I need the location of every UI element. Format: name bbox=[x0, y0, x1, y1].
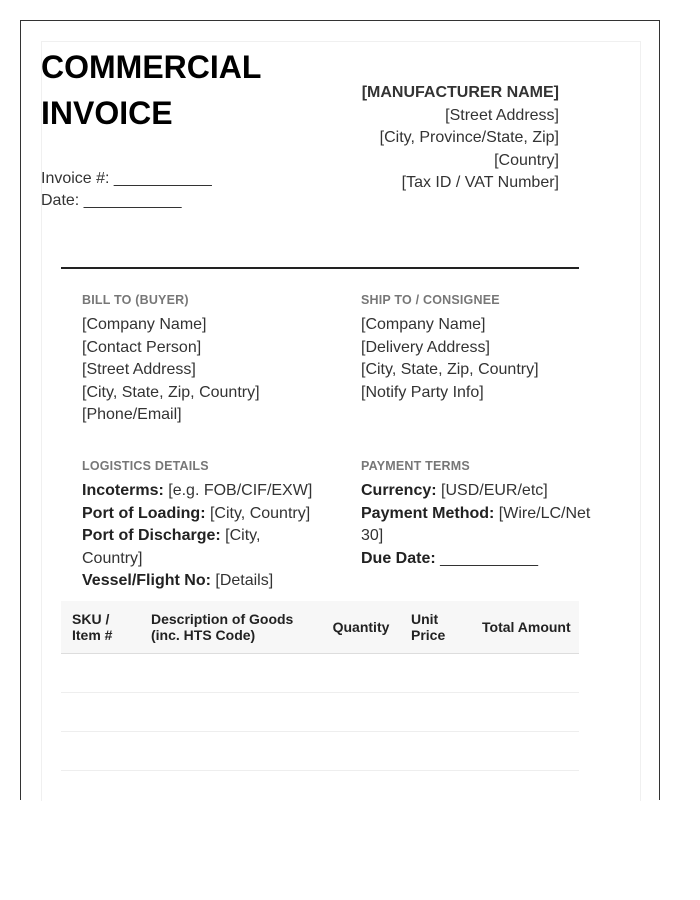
invoice-date: Date: ___________ bbox=[41, 192, 182, 209]
bill-to-section bbox=[82, 292, 322, 427]
currency-value: [USD/EUR/etc] bbox=[441, 482, 548, 499]
table-row bbox=[61, 654, 579, 693]
logistics-lines bbox=[82, 480, 322, 593]
currency-label: Currency: bbox=[361, 482, 437, 499]
port-of-loading-value: [City, Country] bbox=[209, 504, 311, 522]
ship-to-lines bbox=[361, 314, 601, 404]
bill-to-title: BILL TO (BUYER) bbox=[82, 293, 189, 307]
due-date-value: ___________ bbox=[440, 549, 539, 567]
invoice-header bbox=[41, 44, 559, 228]
bill-to-line: [City, State, Zip, Country] bbox=[82, 383, 260, 401]
manufacturer-street: [Street Address] bbox=[445, 106, 559, 124]
bill-to-lines bbox=[82, 314, 322, 427]
manufacturer-country: [Country] bbox=[494, 151, 559, 169]
ship-to-line: [Notify Party Info] bbox=[361, 383, 484, 401]
payment-section bbox=[361, 458, 601, 570]
port-of-discharge-row bbox=[82, 525, 322, 570]
items-table-wrap bbox=[61, 601, 579, 771]
table-cell[interactable] bbox=[471, 732, 579, 771]
ship-to-section bbox=[361, 292, 601, 404]
col-header-total-amount: Total Amount bbox=[471, 601, 579, 654]
invoice-title: COMMERCIAL INVOICE bbox=[41, 49, 261, 131]
table-cell[interactable] bbox=[400, 732, 471, 771]
table-cell[interactable] bbox=[61, 654, 140, 693]
table-cell[interactable] bbox=[471, 654, 579, 693]
incoterms-label: Incoterms: bbox=[82, 482, 164, 499]
payment-title: PAYMENT TERMS bbox=[361, 459, 470, 473]
logistics-section bbox=[82, 458, 322, 593]
port-of-loading-row bbox=[82, 503, 322, 526]
col-header-description: Description of Goods (inc. HTS Code) bbox=[140, 601, 319, 654]
ship-to-line: [Company Name] bbox=[361, 316, 486, 333]
incoterms-value: [e.g. FOB/CIF/EXW] bbox=[168, 482, 313, 499]
table-cell[interactable] bbox=[319, 654, 400, 693]
table-cell[interactable] bbox=[140, 732, 319, 771]
vessel-flight-value: [Details] bbox=[215, 572, 274, 589]
col-header-sku: SKU / Item # bbox=[61, 601, 140, 654]
payment-lines bbox=[361, 480, 601, 570]
vessel-flight-label: Vessel/Flight No: bbox=[82, 572, 211, 589]
ship-to-line: [City, State, Zip, Country] bbox=[361, 361, 539, 378]
table-cell[interactable] bbox=[140, 654, 319, 693]
payment-method-label: Payment Method: bbox=[361, 504, 495, 522]
table-cell[interactable] bbox=[471, 693, 579, 732]
header-divider bbox=[61, 267, 579, 269]
bill-to-line: [Company Name] bbox=[82, 316, 207, 333]
due-date-label: Due Date: bbox=[361, 549, 436, 567]
bill-to-line: [Street Address] bbox=[82, 361, 196, 378]
table-row bbox=[61, 693, 579, 732]
port-of-loading-label: Port of Loading: bbox=[82, 504, 206, 522]
items-table-header-row bbox=[61, 601, 579, 654]
bill-to-line: [Phone/Email] bbox=[82, 406, 182, 423]
table-cell[interactable] bbox=[319, 693, 400, 732]
manufacturer-tax-id: [Tax ID / VAT Number] bbox=[401, 174, 559, 191]
table-cell[interactable] bbox=[61, 732, 140, 771]
invoice-meta bbox=[41, 168, 212, 212]
ship-to-title: SHIP TO / CONSIGNEE bbox=[361, 293, 500, 307]
bill-to-line: [Contact Person] bbox=[82, 338, 202, 356]
invoice-number: Invoice #: ___________ bbox=[41, 170, 212, 187]
logistics-title: LOGISTICS DETAILS bbox=[82, 459, 209, 473]
table-cell[interactable] bbox=[319, 732, 400, 771]
items-table bbox=[61, 601, 579, 771]
manufacturer-block bbox=[309, 82, 559, 195]
table-row bbox=[61, 732, 579, 771]
table-cell[interactable] bbox=[140, 693, 319, 732]
table-cell[interactable] bbox=[400, 654, 471, 693]
col-header-quantity: Quantity bbox=[319, 601, 400, 654]
due-date-row bbox=[361, 548, 601, 571]
ship-to-line: [Delivery Address] bbox=[361, 338, 490, 356]
manufacturer-city: [City, Province/State, Zip] bbox=[379, 129, 559, 146]
vessel-flight-row bbox=[82, 570, 322, 593]
col-header-unit-price: Unit Price bbox=[400, 601, 471, 654]
table-cell[interactable] bbox=[400, 693, 471, 732]
table-cell[interactable] bbox=[61, 693, 140, 732]
currency-row bbox=[361, 480, 601, 503]
payment-method-row bbox=[361, 503, 601, 548]
manufacturer-name: [MANUFACTURER NAME] bbox=[361, 84, 559, 101]
payment-method-value: [Wire/LC/Net 30] bbox=[361, 504, 591, 544]
port-of-discharge-label: Port of Discharge: bbox=[82, 527, 221, 544]
port-of-discharge-value: [City, Country] bbox=[82, 527, 261, 567]
incoterms-row bbox=[82, 480, 322, 503]
